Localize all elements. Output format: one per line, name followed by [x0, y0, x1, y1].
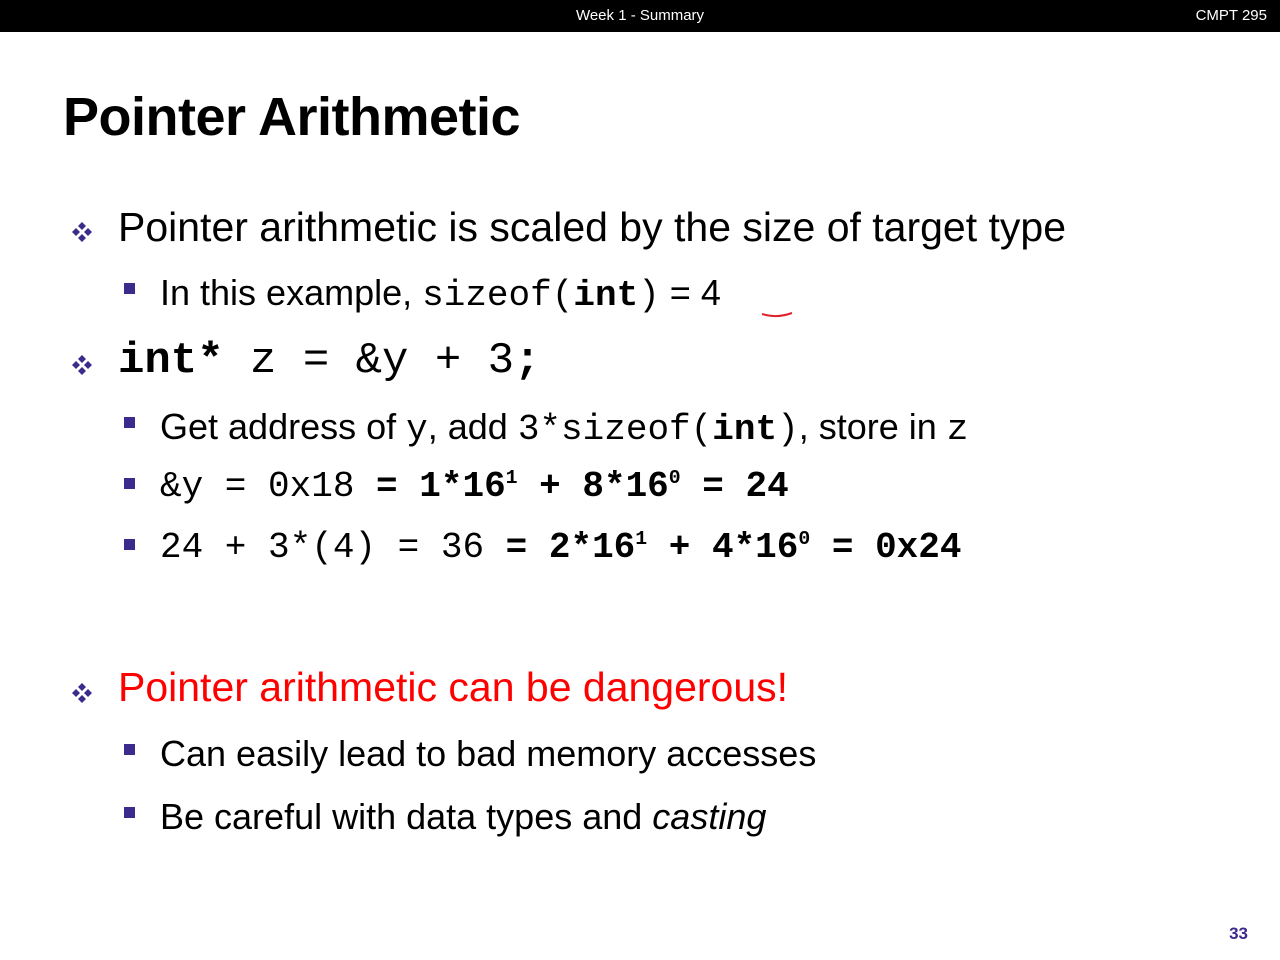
code-segment: 24 + 3*(4) = 36	[160, 527, 506, 568]
code-segment: &y = 0x18	[160, 466, 377, 507]
code-bold: + 4*16	[647, 527, 799, 568]
sub-bullet-sizeof	[160, 272, 721, 316]
emphasis-text: casting	[652, 796, 767, 837]
page-number: 33	[1229, 924, 1248, 943]
square-bullet-icon	[124, 283, 135, 294]
code-segment: )	[777, 409, 799, 450]
square-bullet-icon	[124, 478, 135, 489]
slide-title: Pointer Arithmetic	[63, 87, 521, 147]
code-keyword: int	[573, 275, 639, 316]
sub-bullet-bad-memory: Can easily lead to bad memory accesses	[160, 733, 817, 774]
exponent: 1	[635, 528, 648, 550]
value-segment: 4	[700, 272, 721, 313]
code-bold: = 24	[680, 466, 789, 507]
code-segment: )	[638, 275, 660, 316]
bullet-scaling: Pointer arithmetic is scaled by the size of target type	[118, 204, 1067, 250]
text-segment: In this example,	[160, 272, 423, 313]
square-bullet-icon	[124, 539, 135, 550]
text-segment: =	[659, 272, 701, 313]
text-segment: , store in	[798, 406, 947, 447]
bullet-danger: Pointer arithmetic can be dangerous!	[118, 664, 789, 710]
code-segment: z = &y + 3	[223, 336, 515, 386]
code-semicolon: ;	[514, 336, 541, 386]
sub-bullet-get-address	[160, 406, 968, 450]
code-bold: = 1*16	[376, 466, 506, 507]
bullet-code-statement	[118, 336, 540, 386]
sub-bullet-hex-address	[160, 466, 789, 507]
code-bold: = 0x24	[810, 527, 962, 568]
diamond-bullet-icon	[70, 681, 94, 705]
slide-header	[0, 0, 1280, 32]
header-course: CMPT 295	[1195, 7, 1267, 24]
code-bold: + 8*16	[517, 466, 669, 507]
exponent: 0	[798, 528, 811, 550]
diamond-bullet-icon	[70, 353, 94, 377]
code-segment: sizeof(	[422, 275, 574, 316]
code-segment: z	[946, 409, 969, 450]
square-bullet-icon	[124, 417, 135, 428]
text-segment: , add	[427, 406, 518, 447]
code-segment: y	[406, 409, 428, 450]
header-title: Week 1 - Summary	[575, 7, 705, 24]
sub-bullet-casting	[160, 796, 766, 838]
code-keyword: int	[712, 409, 778, 450]
sub-bullet-result	[160, 527, 962, 568]
square-bullet-icon	[124, 744, 135, 755]
exponent: 0	[668, 467, 681, 489]
text-segment: Be careful with data types and	[160, 796, 653, 837]
diamond-bullet-icon	[70, 220, 94, 244]
handwritten-underline-icon	[760, 304, 800, 320]
code-segment: 3*sizeof(	[517, 409, 713, 450]
code-keyword: int*	[118, 336, 224, 386]
code-bold: = 2*16	[505, 527, 636, 568]
square-bullet-icon	[124, 807, 135, 818]
exponent: 1	[505, 467, 518, 489]
text-segment: Get address of	[160, 406, 407, 447]
